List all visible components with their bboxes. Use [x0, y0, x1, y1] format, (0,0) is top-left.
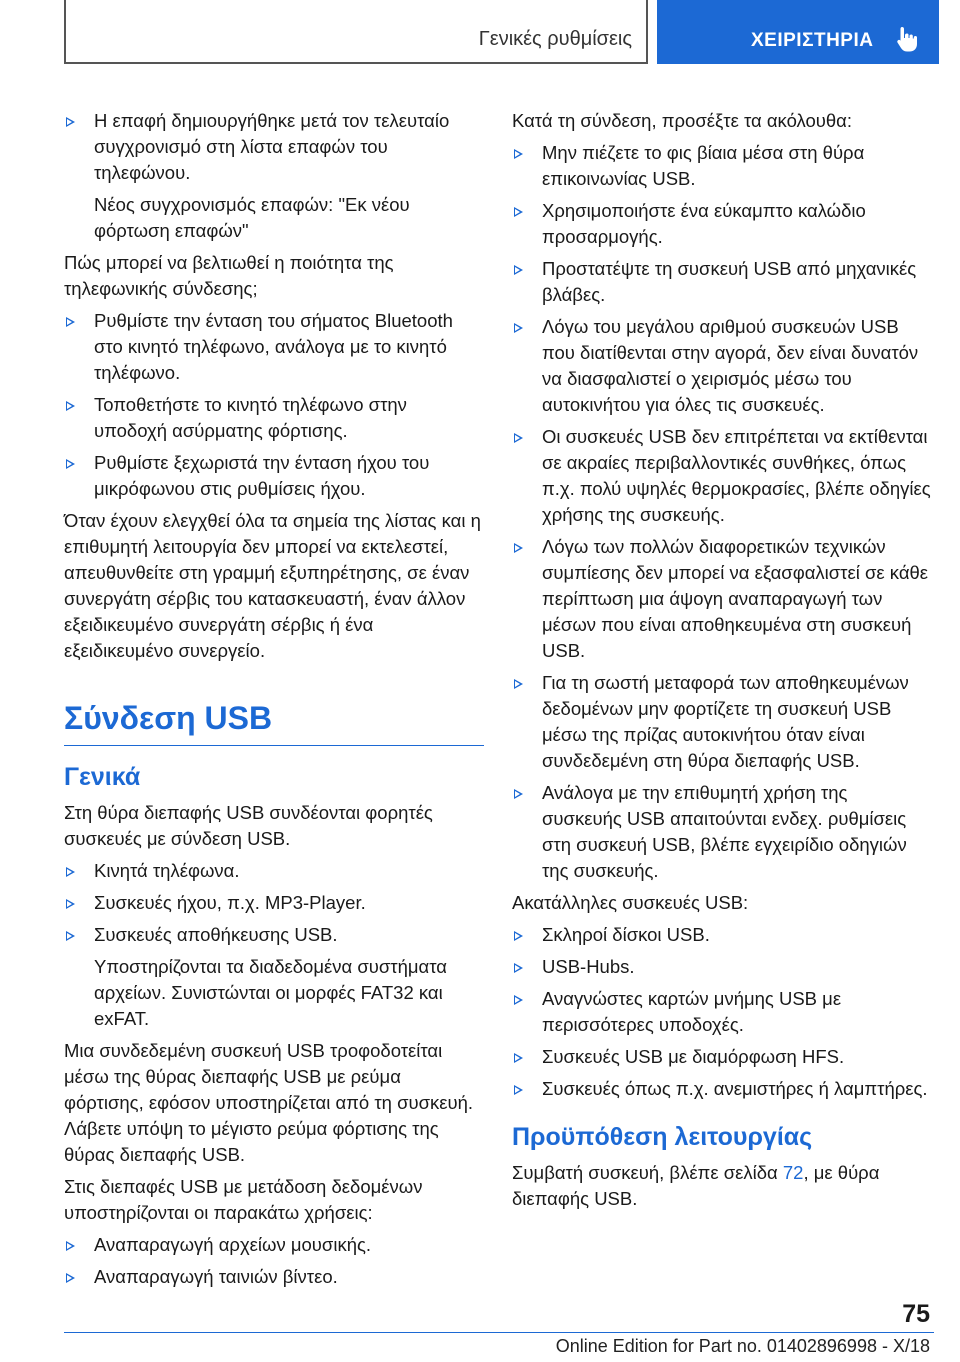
triangle-bullet-icon [514, 323, 523, 333]
list-item: Για τη σωστή μεταφορά των αποθηκευμένων δεδομένων μην φορτίζετε τη συσκευή USB μέσω της πρίζας αυτοκινήτου όταν είναι συνδεδεμένη στη θύρα διεπαφής USB. [512, 670, 932, 774]
triangle-bullet-icon [514, 543, 523, 553]
paragraph: Κατά τη σύνδεση, προσέξτε τα ακόλουθα: [512, 110, 853, 131]
triangle-bullet-icon [514, 679, 523, 689]
list-item: Ανάλογα με την επιθυμητή χρήση της συσκευής USB απαιτούνται ενδεχ. ρυθμίσεις στη συσκευή USB, βλέπε εγχειρίδιο οδηγιών της συσκευής. [512, 780, 932, 884]
list-item: Τοποθετήστε το κινητό τηλέφωνο στην υποδοχή ασύρματης φόρτισης. [64, 392, 484, 444]
triangle-bullet-icon [514, 1053, 523, 1063]
triangle-bullet-icon [514, 995, 523, 1005]
triangle-bullet-icon [66, 899, 75, 909]
list-item: Χρησιμοποιήστε ένα εύκαμπτο καλώδιο προσαρμογής. [512, 198, 932, 250]
header-tab[interactable] [657, 0, 939, 64]
page-number: 75 [902, 1300, 930, 1328]
list-item: Συσκευές ήχου, π.χ. MP3-Player. [64, 890, 484, 916]
triangle-bullet-icon [514, 433, 523, 443]
list-item: Κινητά τηλέφωνα. [64, 858, 484, 884]
section-heading: Σύνδεση USB [64, 700, 484, 746]
header-tab-label: ΧΕΙΡΙΣΤΗΡΙΑ [751, 30, 874, 51]
list-item: Λόγω των πολλών διαφορετικών τεχνικών συμπίεσης δεν μπορεί να εξασφαλιστεί σε κάθε περίπτωση μια άψογη αναπαραγωγή των μέσων που είναι αποθηκευμένα στη συσκευή USB. [512, 534, 932, 664]
paragraph: Όταν έχουν ελεγχθεί όλα τα σημεία της λίστας και η επιθυμητή λειτουργία δεν μπορεί να εκτελεστεί, απευθυνθείτε στη γραμμή εξυπηρέτησης, σε έναν συνεργάτη σέρβις του κατασκευαστή, έναν άλλον εξειδικευμένο συνεργάτη σέρβις ή ένα εξειδικευμένο συνεργείο. [64, 510, 481, 661]
paragraph: Στις διεπαφές USB με μετάδοση δεδομένων υποστηρίζονται οι παρακάτω χρήσεις: [64, 1176, 423, 1223]
list-item: Συσκευές USB με διαμόρφωση HFS. [512, 1044, 932, 1070]
sub-paragraph: Υποστηρίζονται τα διαδεδομένα συστήματα αρχείων. Συνιστώνται οι μορφές FAT32 και exFAT. [94, 956, 447, 1029]
triangle-bullet-icon [66, 1273, 75, 1283]
list-item: Ρυθμίστε ξεχωριστά την ένταση ήχου του μικρόφωνου στις ρυθμίσεις ήχου. [64, 450, 484, 502]
triangle-bullet-icon [514, 1085, 523, 1095]
list-item: Συσκευές όπως π.χ. ανεμιστήρες ή λαμπτήρες. [512, 1076, 932, 1102]
triangle-bullet-icon [514, 149, 523, 159]
pointing-hand-icon [893, 24, 923, 54]
list-item: Αναγνώστες καρτών μνήμης USB με περισσότερες υποδοχές. [512, 986, 932, 1038]
triangle-bullet-icon [514, 931, 523, 941]
triangle-bullet-icon [66, 931, 75, 941]
triangle-bullet-icon [66, 401, 75, 411]
list-item: Συσκευές αποθήκευσης USB. [64, 922, 484, 948]
right-column [512, 108, 932, 1218]
list-item: Αναπαραγωγή ταινιών βίντεο. [64, 1264, 484, 1290]
list-item: Προστατέψτε τη συσκευή USB από μηχανικές βλάβες. [512, 256, 932, 308]
list-item: Λόγω του μεγάλου αριθμού συσκευών USB που διατίθενται στην αγορά, δεν είναι δυνατόν να διασφαλιστεί ο χειρισμός μέσω του αυτοκινήτου για όλες τις συσκευές. [512, 314, 932, 418]
triangle-bullet-icon [66, 867, 75, 877]
subsection-heading: Γενικά [64, 763, 141, 791]
list-item: Μην πιέζετε το φις βίαια μέσα στη θύρα επικοινωνίας USB. [512, 140, 932, 192]
paragraph: Πώς μπορεί να βελτιωθεί η ποιότητα της τηλεφωνικής σύνδεσης; [64, 252, 394, 299]
list-item: Σκληροί δίσκοι USB. [512, 922, 932, 948]
list-item: Οι συσκευές USB δεν επιτρέπεται να εκτίθενται σε ακραίες περιβαλλοντικές συνθήκες, όπως π.χ. πολύ υψηλές θερμοκρασίες, βλέπε οδηγίες χρήσης της συσκευής. [512, 424, 932, 528]
page-link[interactable]: 72 [782, 1162, 804, 1183]
subsection-heading: Προϋπόθεση λειτουργίας [512, 1123, 813, 1151]
triangle-bullet-icon [66, 117, 75, 127]
triangle-bullet-icon [514, 265, 523, 275]
triangle-bullet-icon [514, 789, 523, 799]
list-item: Αναπαραγωγή αρχείων μουσικής. [64, 1232, 484, 1258]
footer-divider [64, 1332, 934, 1333]
list-item: Η επαφή δημιουργήθηκε μετά τον τελευταίο συγχρονισμό στη λίστα επαφών του τηλεφώνου. [64, 108, 484, 186]
triangle-bullet-icon [66, 459, 75, 469]
list-item: USB-Hubs. [512, 954, 932, 980]
sub-paragraph: Νέος συγχρονισμός επαφών: "Εκ νέου φόρτωση επαφών" [94, 194, 410, 241]
header-section-box [64, 0, 648, 64]
footer-edition: Online Edition for Part no. 01402896998 - X/18 [555, 1336, 930, 1356]
paragraph: Μια συνδεδεμένη συσκευή USB τροφοδοτείται μέσω της θύρας διεπαφής USB με ρεύμα φόρτισης, εφόσον υποστηρίζεται από τη συσκευή. Λάβετε υπόψη το μέγιστο ρεύμα φόρτισης της θύρας διεπαφής USB. [64, 1040, 474, 1165]
triangle-bullet-icon [514, 207, 523, 217]
list-item: Ρυθμίστε την ένταση του σήματος Bluetooth στο κινητό τηλέφωνο, ανάλογα με το κινητό τηλέφωνο. [64, 308, 484, 386]
paragraph: Συμβατή συσκευή, βλέπε σελίδα 72, με θύρα διεπαφής USB. [512, 1162, 880, 1209]
paragraph: Στη θύρα διεπαφής USB συνδέονται φορητές συσκευές με σύνδεση USB. [64, 802, 433, 849]
paragraph: Ακατάλληλες συσκευές USB: [512, 892, 749, 913]
left-column [64, 108, 484, 1296]
triangle-bullet-icon [66, 317, 75, 327]
triangle-bullet-icon [514, 963, 523, 973]
section-title: Γενικές ρυθμίσεις [478, 28, 632, 50]
triangle-bullet-icon [66, 1241, 75, 1251]
